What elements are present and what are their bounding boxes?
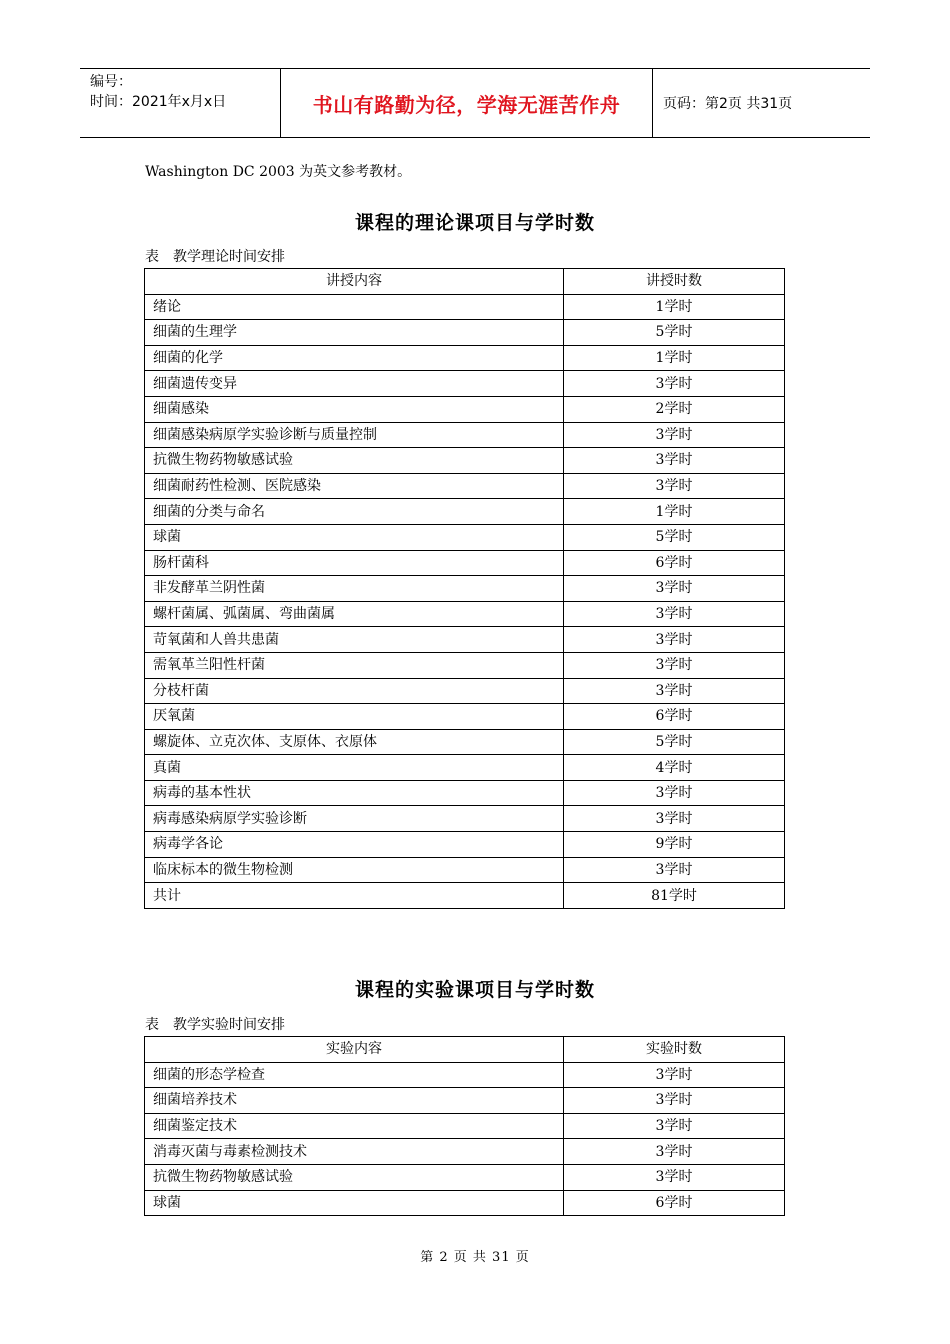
content-cell: 细菌的化学 xyxy=(145,345,564,371)
table-row xyxy=(145,704,785,730)
hours-cell: 9学时 xyxy=(564,832,785,858)
content-cell: 细菌感染 xyxy=(145,396,564,422)
hours-cell: 3学时 xyxy=(564,857,785,883)
hours-cell: 6学时 xyxy=(564,704,785,730)
content-cell: 细菌的分类与命名 xyxy=(145,499,564,525)
hours-cell: 3学时 xyxy=(564,601,785,627)
table-row xyxy=(145,448,785,474)
table-row xyxy=(145,294,785,320)
content-cell: 临床标本的微生物检测 xyxy=(145,857,564,883)
header-meta xyxy=(80,69,281,137)
hours-cell: 3学时 xyxy=(564,422,785,448)
header-motto: 书山有路勤为径，学海无涯苦作舟 xyxy=(281,69,653,137)
table-row xyxy=(145,883,785,909)
table-row xyxy=(145,576,785,602)
content-cell: 需氧革兰阳性杆菌 xyxy=(145,652,564,678)
content-cell: 绪论 xyxy=(145,294,564,320)
hours-cell: 2学时 xyxy=(564,396,785,422)
content-cell: 细菌培养技术 xyxy=(145,1088,564,1114)
content-cell: 球菌 xyxy=(145,1190,564,1216)
hours-cell: 3学时 xyxy=(564,1164,785,1190)
content-cell: 肠杆菌科 xyxy=(145,550,564,576)
content-cell: 细菌感染病原学实验诊断与质量控制 xyxy=(145,422,564,448)
content-cell: 病毒学各论 xyxy=(145,832,564,858)
theory-section-title: 课程的理论课项目与学时数 xyxy=(354,212,595,234)
hours-cell: 5学时 xyxy=(564,320,785,346)
content-cell: 分枝杆菌 xyxy=(145,678,564,704)
content-cell: 细菌的形态学检查 xyxy=(145,1062,564,1088)
table-row xyxy=(145,806,785,832)
hours-cell: 3学时 xyxy=(564,1113,785,1139)
header-page-info: 页码：第2页 共31页 xyxy=(663,96,793,112)
table-row xyxy=(145,627,785,653)
table-row xyxy=(145,345,785,371)
hours-cell: 3学时 xyxy=(564,806,785,832)
lab-table xyxy=(144,1036,785,1216)
content-cell: 消毒灭菌与毒素检测技术 xyxy=(145,1139,564,1165)
hours-cell: 3学时 xyxy=(564,678,785,704)
lab-table-caption: 表 教学实验时间安排 xyxy=(145,1017,285,1033)
hours-cell: 6学时 xyxy=(564,550,785,576)
content-cell: 细菌耐药性检测、医院感染 xyxy=(145,473,564,499)
hours-cell: 4学时 xyxy=(564,755,785,781)
content-cell: 螺旋体、立克次体、支原体、衣原体 xyxy=(145,729,564,755)
content-cell: 细菌的生理学 xyxy=(145,320,564,346)
header-hours-cell: 讲授时数 xyxy=(564,269,785,295)
content-cell: 抗微生物药物敏感试验 xyxy=(145,448,564,474)
content-cell: 苛氧菌和人兽共患菌 xyxy=(145,627,564,653)
hours-cell: 3学时 xyxy=(564,1062,785,1088)
content-cell: 非发酵革兰阴性菌 xyxy=(145,576,564,602)
hours-cell: 5学时 xyxy=(564,729,785,755)
hours-cell: 3学时 xyxy=(564,780,785,806)
content-cell: 细菌遗传变异 xyxy=(145,371,564,397)
lab-section-title: 课程的实验课项目与学时数 xyxy=(354,979,595,1001)
hours-cell: 6学时 xyxy=(564,1190,785,1216)
table-row xyxy=(145,857,785,883)
table-row xyxy=(145,1190,785,1216)
content-cell: 真菌 xyxy=(145,755,564,781)
hours-cell: 3学时 xyxy=(564,448,785,474)
table-row xyxy=(145,524,785,550)
hours-cell: 5学时 xyxy=(564,524,785,550)
hours-cell: 3学时 xyxy=(564,627,785,653)
table-row xyxy=(145,1088,785,1114)
content-cell: 病毒的基本性状 xyxy=(145,780,564,806)
table-row xyxy=(145,1062,785,1088)
hours-cell: 3学时 xyxy=(564,1088,785,1114)
table-row xyxy=(145,499,785,525)
table-row xyxy=(145,1113,785,1139)
table-row xyxy=(145,780,785,806)
table-row xyxy=(145,396,785,422)
hours-cell: 3学时 xyxy=(564,371,785,397)
page-header xyxy=(80,68,870,138)
hours-cell: 81学时 xyxy=(564,883,785,909)
table-row xyxy=(145,755,785,781)
content-cell: 病毒感染病原学实验诊断 xyxy=(145,806,564,832)
theory-table-caption: 表 教学理论时间安排 xyxy=(145,249,285,265)
table-row xyxy=(145,473,785,499)
table-row xyxy=(145,601,785,627)
table-header-row xyxy=(145,1037,785,1063)
theory-table xyxy=(144,268,785,909)
table-row xyxy=(145,1164,785,1190)
content-cell: 厌氧菌 xyxy=(145,704,564,730)
content-cell: 螺杆菌属、弧菌属、弯曲菌属 xyxy=(145,601,564,627)
hours-cell: 1学时 xyxy=(564,499,785,525)
header-number-label: 编号： xyxy=(90,74,132,90)
hours-cell: 3学时 xyxy=(564,576,785,602)
header-content-cell: 实验内容 xyxy=(145,1037,564,1063)
header-hours-cell: 实验时数 xyxy=(564,1037,785,1063)
content-cell: 球菌 xyxy=(145,524,564,550)
page-footer: 第 2 页 共 31 页 xyxy=(420,1250,530,1265)
table-row xyxy=(145,1139,785,1165)
table-row xyxy=(145,652,785,678)
header-time-label: 时间：2021年x月x日 xyxy=(90,94,227,110)
content-cell: 共计 xyxy=(145,883,564,909)
content-cell: 抗微生物药物敏感试验 xyxy=(145,1164,564,1190)
hours-cell: 1学时 xyxy=(564,345,785,371)
hours-cell: 3学时 xyxy=(564,652,785,678)
table-row xyxy=(145,320,785,346)
hours-cell: 3学时 xyxy=(564,1139,785,1165)
content-cell: 细菌鉴定技术 xyxy=(145,1113,564,1139)
header-content-cell: 讲授内容 xyxy=(145,269,564,295)
hours-cell: 3学时 xyxy=(564,473,785,499)
table-row xyxy=(145,422,785,448)
hours-cell: 1学时 xyxy=(564,294,785,320)
table-row xyxy=(145,371,785,397)
table-header-row xyxy=(145,269,785,295)
table-row xyxy=(145,678,785,704)
intro-text: Washington DC 2003 为英文参考教材。 xyxy=(145,164,412,180)
table-row xyxy=(145,729,785,755)
table-row xyxy=(145,832,785,858)
table-row xyxy=(145,550,785,576)
